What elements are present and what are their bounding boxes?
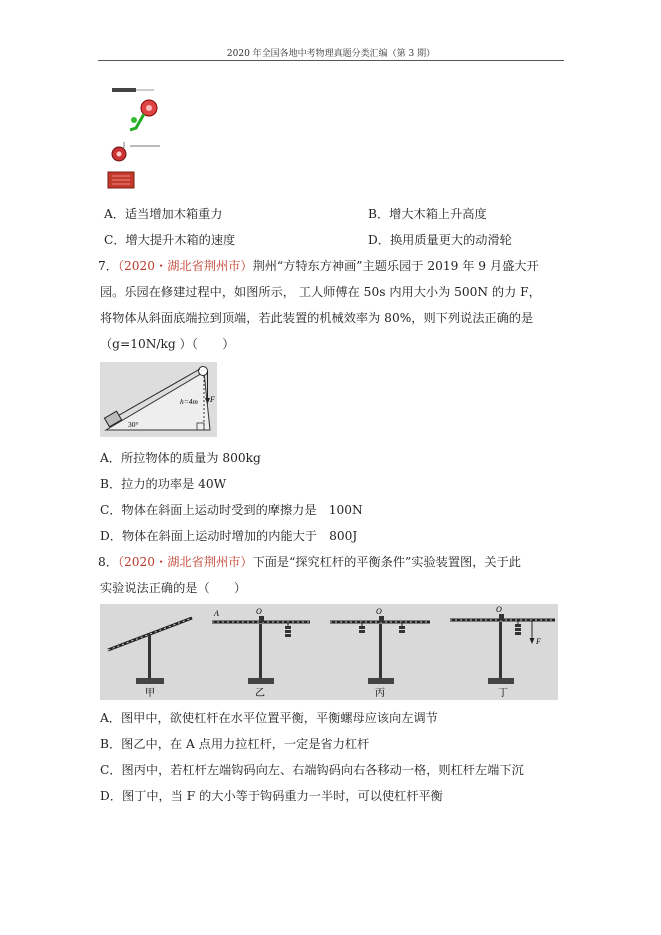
lever-point-a: A bbox=[214, 609, 219, 618]
q8-stem-line1 bbox=[98, 554, 521, 570]
lever-pivot-bing: O bbox=[376, 607, 382, 616]
q7-incline-figure bbox=[100, 362, 217, 437]
q8-number: 8． bbox=[98, 555, 118, 569]
q7-option-b: B．拉力的功率是 40W bbox=[100, 477, 227, 491]
lever-pivot-ding: O bbox=[496, 605, 502, 614]
q6-option-b: B．增大木箱上升高度 bbox=[368, 207, 487, 221]
q7-stem-line2: 园。乐园在修建过程中，如图所示， 工人师傅在 50s 内用大小为 500N 的力 F， bbox=[100, 285, 541, 299]
q7-angle-label: 30° bbox=[128, 420, 139, 429]
q7-option-a: A．所拉物体的质量为 800kg bbox=[100, 451, 261, 465]
q6-option-d: D．换用质量更大的动滑轮 bbox=[368, 233, 512, 247]
q8-source: （2020・湖北省荆州市） bbox=[117, 555, 253, 569]
q8-option-c: C．图丙中，若杠杆左端钩码向左、右端钩码向右各移动一格，则杠杆左端下沉 bbox=[100, 763, 524, 777]
q7-stem-line4: （g=10N/kg ）（ ） bbox=[100, 337, 235, 351]
q8-stem-line2: 实验说法正确的是（ ） bbox=[100, 581, 247, 595]
q7-stem-line3: 将物体从斜面底端拉到顶端，若此装置的机械效率为 80%，则下列说法正确的是 bbox=[100, 311, 534, 325]
q7-option-c: C．物体在斜面上运动时受到的摩擦力是 100N bbox=[100, 503, 363, 517]
lever-label-ding: 丁 bbox=[498, 688, 508, 699]
q8-option-d: D．图丁中，当 F 的大小等于钩码重力一半时，可以使杠杆平衡 bbox=[100, 789, 443, 803]
q7-force-label: F bbox=[210, 395, 215, 404]
lever-label-yi: 乙 bbox=[255, 688, 265, 699]
q6-option-a: A．适当增加木箱重力 bbox=[104, 207, 223, 221]
q8-option-b: B．图乙中，在 A 点用力拉杠杆，一定是省力杠杆 bbox=[100, 737, 370, 751]
lever-label-bing: 丙 bbox=[375, 688, 385, 699]
q7-number: 7． bbox=[98, 259, 118, 273]
header-divider bbox=[98, 60, 564, 61]
q8-stem-text1: 下面是“探究杠杆的平衡条件”实验装置图，关于此 bbox=[252, 555, 521, 569]
page-header: 2020 年全国各地中考物理真题分类汇编（第 3 期） bbox=[226, 49, 436, 59]
q7-stem-line1 bbox=[98, 258, 539, 274]
lever-label-jia: 甲 bbox=[145, 688, 155, 699]
q7-height-label: h=4m bbox=[180, 397, 198, 406]
q8-option-a: A．图甲中，欲使杠杆在水平位置平衡，平衡螺母应该向左调节 bbox=[100, 711, 438, 725]
q6-option-c: C．增大提升木箱的速度 bbox=[104, 233, 236, 247]
lever-pivot-yi: O bbox=[256, 607, 262, 616]
q6-pulley-figure bbox=[104, 84, 164, 194]
q7-option-d: D．物体在斜面上运动时增加的内能大于 800J bbox=[100, 529, 358, 543]
q7-source: （2020・湖北省荆州市） bbox=[117, 259, 253, 273]
q7-stem-text1: 荆州“方特东方神画”主题乐园于 2019 年 9 月盛大开 bbox=[252, 259, 539, 273]
lever-force-ding: F bbox=[536, 637, 541, 646]
q8-lever-figure bbox=[100, 604, 558, 700]
